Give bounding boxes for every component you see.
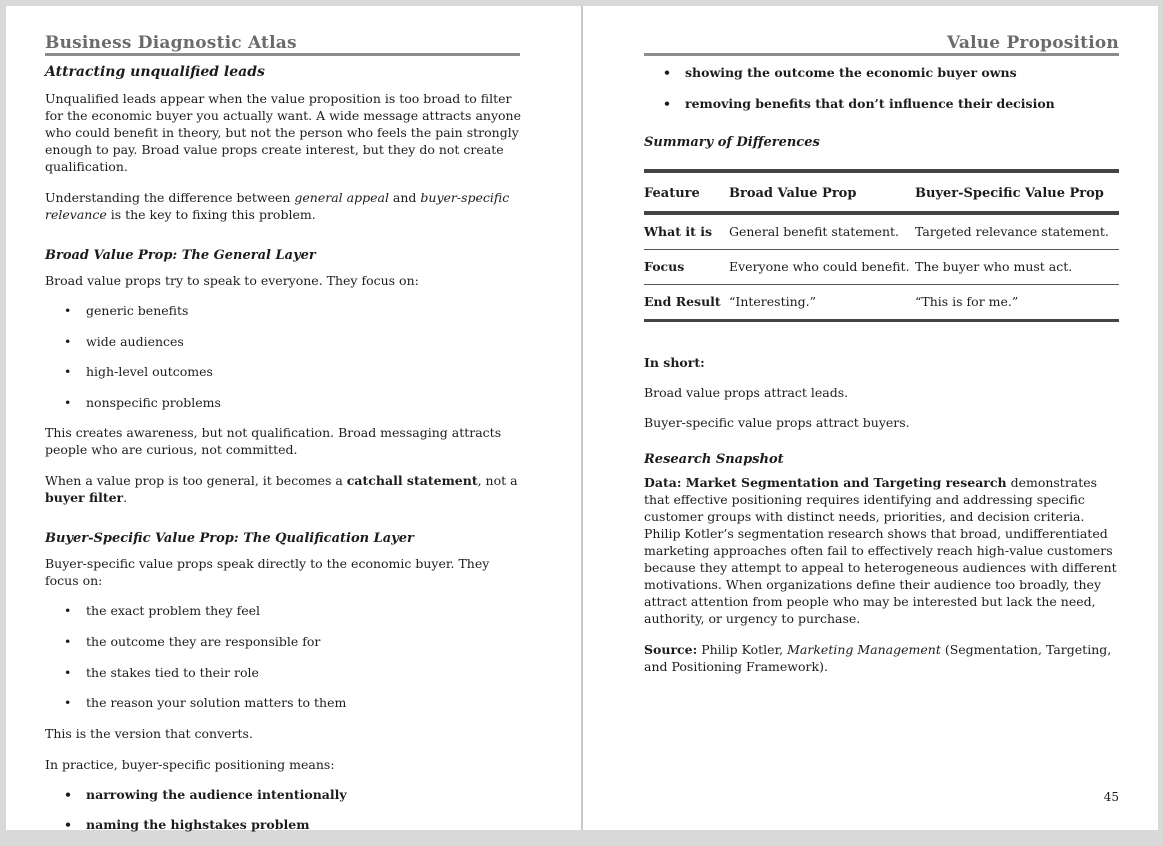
practice-intro: In practice, buyer-specific positioning means:: [45, 756, 335, 772]
source-paragraph: Source: Philip Kotler, Marketing Management (Segmentation, Targeting, and Positioning Framework).: [644, 641, 1112, 674]
left-page-content: [45, 64, 523, 846]
header-rule-left: [45, 53, 520, 56]
continued-list: [644, 64, 1120, 112]
general-appeal-term: general appeal: [294, 190, 389, 205]
practice-list: [45, 786, 523, 833]
running-head-right: Value Proposition: [947, 33, 1119, 53]
list-item: • the outcome they are responsible for: [45, 633, 523, 650]
table-cell: Everyone who could benefit.: [729, 258, 910, 274]
right-page-content: [644, 64, 1120, 689]
table-header-cell: Feature: [644, 185, 700, 201]
list-item: • the stakes tied to their role: [45, 664, 523, 681]
running-head-left: Business Diagnostic Atlas: [45, 33, 297, 53]
list-item: • showing the outcome the economic buyer owns: [644, 64, 1120, 81]
buyer-specific-heading: Buyer-Specific Value Prop: The Qualification Layer: [45, 531, 414, 547]
list-item: • naming the highstakes problem: [45, 816, 523, 833]
converts-paragraph: This is the version that converts.: [45, 725, 253, 741]
broad-after-paragraph: This creates awareness, but not qualification. Broad messaging attracts people who are curious, not committed.: [45, 425, 502, 458]
table-row: [644, 284, 1119, 320]
header-rule-right: [644, 53, 1119, 56]
catchall-term: catchall statement: [346, 473, 478, 489]
table-cell: What it is: [644, 223, 713, 239]
list-item: • the exact problem they feel: [45, 602, 523, 619]
intro-paragraph: Unqualified leads appear when the value proposition is too broad to filter for the economic buyer you actually want. A wide message attracts anyone who could benefit in theory, but not the person who feels the pain strongly enough to pay. Broad value props create interest, but they do not create qualification.: [45, 91, 521, 174]
in-short-line-1: Broad value props attract leads.: [644, 384, 849, 400]
research-paragraph: Data: Market Segmentation and Targeting research demonstrates that effective positioning requires identifying and addressing specific customer groups with distinct needs, priorities, and decision criteria. Philip Kotler’s segmentation research shows that broad, undifferentiated marketing approaches often fail to effectively reach high-value customers because they attempt to appeal to heterogeneous audiences with different motivations. When organizations define their audience too broadly, they attract attention from people who may be interested but lack the need, authority, or urgency to purchase.: [644, 474, 1117, 626]
table-cell: The buyer who must act.: [915, 258, 1073, 274]
table-header-row: [644, 171, 1119, 213]
source-title: Marketing Management: [787, 641, 941, 657]
table-header-cell: Broad Value Prop: [729, 185, 857, 201]
broad-intro: Broad value props try to speak to everyone. They focus on:: [45, 273, 419, 288]
table-cell: Targeted relevance statement.: [915, 223, 1109, 239]
table-cell: “Interesting.”: [729, 293, 817, 309]
list-item: • high-level outcomes: [45, 363, 523, 380]
in-short-label: In short:: [644, 354, 705, 370]
table-header-cell: Buyer-Specific Value Prop: [915, 185, 1104, 201]
list-item: • generic benefits: [45, 302, 523, 319]
in-short-line-2: Buyer-specific value props attract buyers.: [644, 414, 910, 430]
research-label: Data: Market Segmentation and Targeting research: [644, 474, 1007, 490]
specific-intro: Buyer-specific value props speak directly to the economic buyer. They focus on:: [45, 556, 490, 589]
catchall-paragraph: When a value prop is too general, it becomes a catchall statement, not a buyer filter.: [45, 473, 518, 506]
table-cell: “This is for me.”: [915, 293, 1019, 309]
right-page: [583, 6, 1158, 830]
table-cell: End Result: [644, 293, 721, 309]
table-cell: General benefit statement.: [729, 223, 900, 239]
list-item: • narrowing the audience intentionally: [45, 786, 523, 803]
research-heading: Research Snapshot: [644, 451, 784, 467]
broad-value-prop-heading: Broad Value Prop: The General Layer: [45, 248, 316, 263]
list-item: • wide audiences: [45, 333, 523, 350]
difference-paragraph: Understanding the difference between general appeal and buyer-specific relevance is the key to fixing this problem.: [45, 190, 510, 222]
broad-focus-list: [45, 302, 523, 411]
table-row: [644, 249, 1119, 284]
list-item: • the reason your solution matters to them: [45, 694, 523, 711]
table-cell: Focus: [644, 258, 685, 274]
buyer-specific-term: buyer-specific relevance: [45, 190, 510, 222]
buyer-filter-term: buyer filter: [45, 490, 124, 506]
page-number: 45: [1103, 790, 1119, 804]
summary-heading: Summary of Differences: [644, 134, 820, 150]
list-item: • nonspecific problems: [45, 394, 523, 411]
list-item: • removing benefits that don’t influence their decision: [644, 95, 1120, 112]
table-row: [644, 213, 1119, 250]
section-title: Attracting unqualified leads: [45, 64, 265, 80]
specific-focus-list: [45, 602, 523, 711]
source-label: Source:: [644, 641, 698, 657]
summary-table: [644, 169, 1119, 322]
left-page: [6, 6, 581, 830]
